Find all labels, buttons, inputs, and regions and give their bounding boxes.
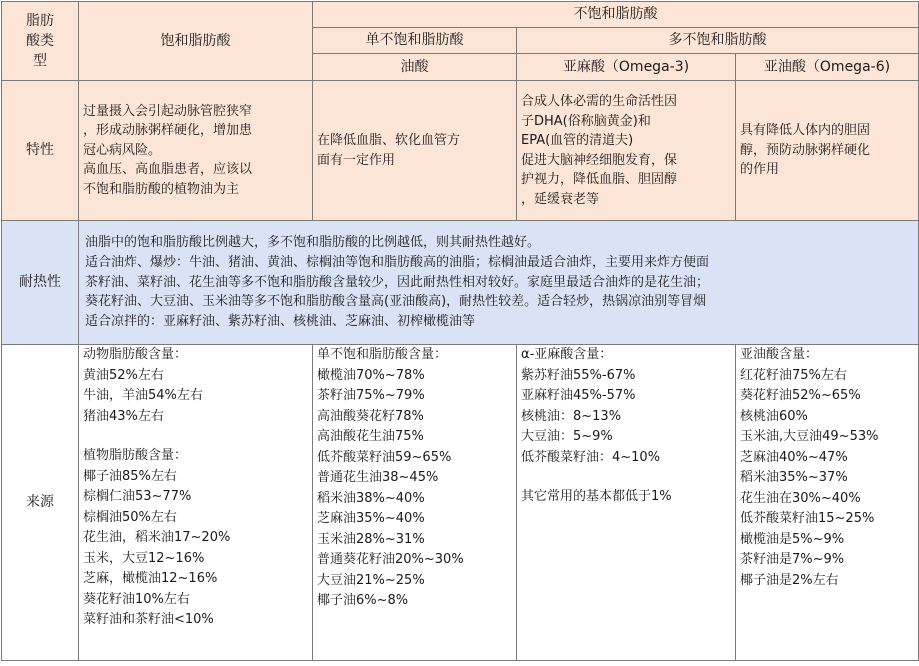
properties-oleic	[313, 81, 517, 221]
properties-row	[2, 81, 919, 221]
text-line: 黄油52%左右	[83, 367, 164, 383]
text-line: 合成人体必需的生命活性因	[521, 94, 678, 109]
text-line: 玉米油28%~31%	[317, 531, 425, 547]
sources-oleic	[313, 345, 517, 661]
text-line: 橄榄油是5%~9%	[740, 531, 845, 547]
text-line: 棕榈仁油53~77%	[83, 489, 192, 504]
text-line: 的作用	[740, 162, 780, 178]
text-line: 高血压、高血脂患者，应该以	[83, 162, 253, 178]
text-line: 稻米油38%~40%	[317, 490, 425, 506]
blank-line	[521, 468, 731, 487]
text-line: 玉米，大豆12~16%	[83, 550, 205, 566]
text-line: 单不饱和脂肪酸含量：	[317, 347, 448, 362]
text-line: 大豆油：5~9%	[521, 429, 613, 444]
sources-saturated	[79, 345, 313, 661]
text-line: 牛油，羊油54%左右	[83, 388, 203, 403]
text-line: 茶籽油、菜籽油、花生油等多不饱和脂肪酸含量较少，因此耐热性相对较好。家庭里最适合油炸的是花生油；	[85, 274, 710, 290]
properties-linoleic	[736, 81, 919, 221]
text-line: 油脂中的饱和脂肪酸比例越大，多不饱和脂肪酸的比例越低，则其耐热性越好。	[85, 235, 541, 251]
text-line: 菜籽油和茶籽油<10%	[83, 612, 214, 627]
text-line: 椰子油6%~8%	[317, 593, 409, 608]
text-line: 适合油炸、爆炒：牛油、猪油、黄油、棕榈油等饱和脂肪酸高的油脂；棕榈油最适合油炸，主要用来炸方便面	[85, 254, 710, 270]
text-line: 芝麻，橄榄油12~16%	[83, 571, 218, 586]
text-line: 棕榈油50%左右	[83, 509, 177, 525]
text-line: 猪油43%左右	[83, 408, 164, 424]
sources-row	[2, 345, 919, 661]
text-line: 不饱和脂肪酸的植物油为主	[83, 181, 240, 197]
text-line: 护视力，降低血脂、胆固醇	[521, 172, 678, 187]
blank-line	[83, 427, 308, 446]
sources-label: 来源	[2, 345, 79, 661]
header-linolenic: 亚麻酸（Omega-3)	[517, 54, 736, 81]
header-type-label: 脂肪酸类型	[2, 2, 79, 81]
header-oleic: 油酸	[313, 54, 517, 81]
text-line: 高油酸花生油75%	[317, 429, 424, 444]
text-line: 过量摄入会引起动脉管腔狭窄	[83, 103, 253, 119]
text-line: 核桃油60%	[740, 408, 808, 424]
text-line: 高油酸葵花籽78%	[317, 408, 424, 424]
text-line: 葵花籽油52%~65%	[740, 388, 861, 403]
header-linoleic: 亚油酸（Omega-6)	[736, 54, 919, 81]
text-line: 促进大脑神经细胞发育，保	[521, 152, 678, 168]
header-poly: 多不饱和脂肪酸	[517, 28, 919, 54]
text-line: 橄榄油70%~78%	[317, 367, 425, 383]
header-row-1	[2, 2, 919, 28]
text-line: 具有降低人体内的胆固	[740, 123, 871, 139]
properties-linolenic	[517, 81, 736, 221]
text-line: 亚麻籽油45%-57%	[521, 388, 636, 403]
text-line: 茶籽油是7%~9%	[740, 552, 845, 567]
text-line: 低芥酸菜籽油59~65%	[317, 449, 452, 465]
text-line: 动物脂肪酸含量：	[83, 347, 188, 362]
heat-resistance-label: 耐热性	[2, 221, 79, 345]
sources-linoleic	[736, 345, 919, 661]
text-line: EPA(血管的清道夫)	[521, 133, 634, 148]
text-line: 低芥酸菜籽油15~25%	[740, 511, 875, 526]
text-line: 茶籽油75%~79%	[317, 388, 425, 403]
heat-resistance-text	[79, 221, 919, 345]
text-line: 椰子油85%左右	[83, 468, 177, 484]
text-line: 普通葵花籽油20%~30%	[317, 552, 464, 567]
text-line: 其它常用的基本都低于1%	[521, 489, 672, 504]
header-saturated: 饱和脂肪酸	[79, 2, 313, 81]
heat-resistance-row	[2, 221, 919, 345]
properties-saturated	[79, 81, 313, 221]
text-line: 玉米油,大豆油49~53%	[740, 429, 879, 444]
text-line: 核桃油：8~13%	[521, 408, 622, 424]
text-line: 醇，预防动脉粥样硬化	[740, 142, 871, 158]
text-line: 稻米油35%~37%	[740, 470, 848, 485]
text-line: 芝麻油35%~40%	[317, 511, 425, 526]
text-line: 花生油，稻米油17~20%	[83, 530, 231, 545]
text-line: 冠心病风险。	[83, 142, 162, 158]
text-line: α-亚麻酸含量：	[521, 347, 613, 362]
text-line: 大豆油21%~25%	[317, 572, 425, 588]
text-line: 植物脂肪酸含量：	[83, 448, 188, 463]
text-line: 在降低血脂、软化血管方	[317, 133, 461, 148]
fatty-acid-table	[1, 1, 919, 661]
text-line: ，延缓衰老等	[521, 191, 600, 207]
text-line: 低芥酸菜籽油：4~10%	[521, 449, 661, 465]
text-line: 椰子油是2%左右	[740, 572, 839, 588]
header-mono: 单不饱和脂肪酸	[313, 28, 517, 54]
text-line: 红花籽油75%左右	[740, 367, 847, 383]
sources-linolenic	[517, 345, 736, 661]
text-line: 亚油酸含量：	[740, 347, 819, 362]
text-line: 葵花籽油、大豆油、玉米油等多不饱和脂肪酸含量高(亚油酸高)，耐热性较差。适合轻炒，热锅凉油别等冒烟	[85, 294, 707, 310]
text-line: 面有一定作用	[317, 152, 396, 168]
text-line: 适合凉拌的：亚麻籽油、紫苏籽油、核桃油、芝麻油、初榨橄榄油等	[85, 314, 476, 330]
text-line: 葵花籽油10%左右	[83, 591, 190, 607]
text-line: 芝麻油40%~47%	[740, 449, 848, 465]
properties-label: 特性	[2, 81, 79, 221]
text-line: 普通花生油38~45%	[317, 470, 439, 485]
text-line: 紫苏籽油55%-67%	[521, 367, 636, 383]
text-line: 子DHA(俗称脑黄金)和	[521, 113, 651, 129]
header-unsaturated: 不饱和脂肪酸	[313, 2, 919, 28]
text-line: 花生油在30%~40%	[740, 490, 861, 506]
text-line: ，形成动脉粥样硬化，增加患	[83, 123, 253, 139]
